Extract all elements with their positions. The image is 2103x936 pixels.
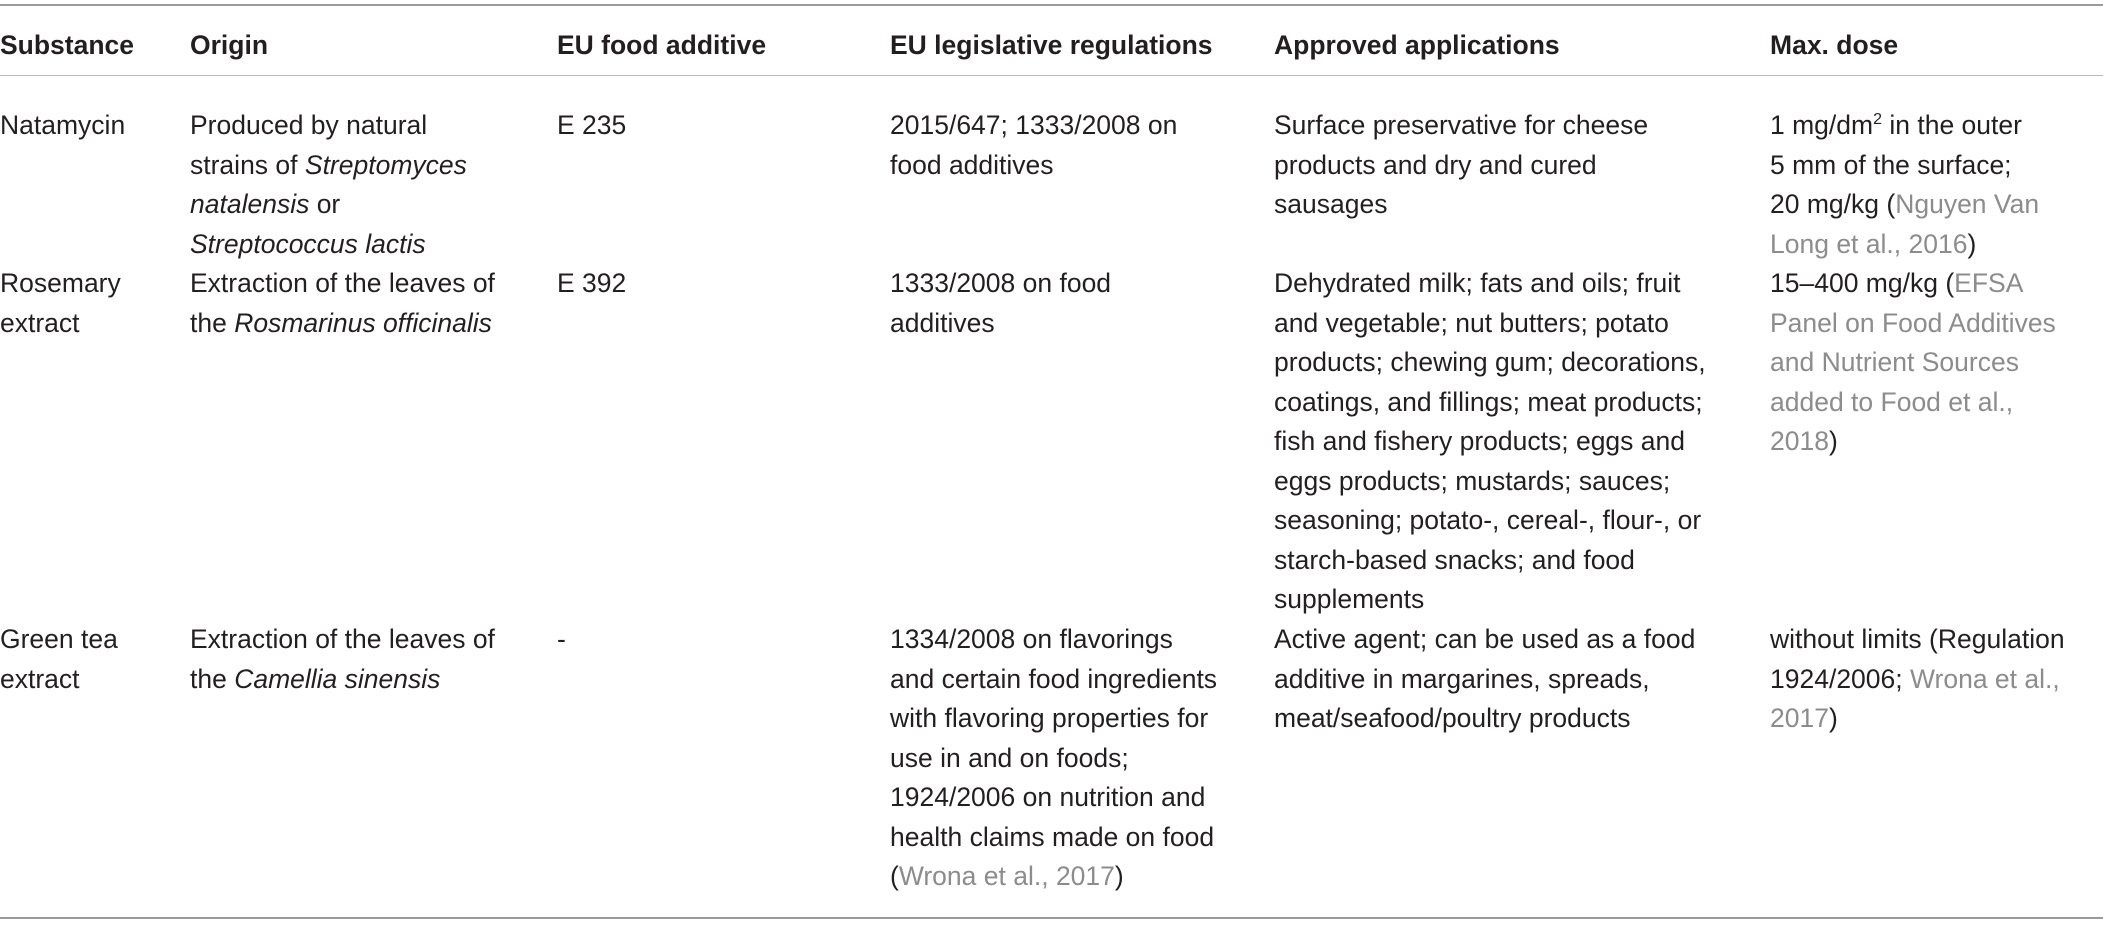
table-top-rule — [0, 4, 2103, 6]
cell-max-dose: without limits (Regulation 1924/2006; Wrona et al., 2017) — [1770, 624, 2065, 733]
header-origin: Origin — [190, 30, 269, 60]
cell-origin: Produced by natural strains of Streptomyces natalensis or Streptococcus lactis — [190, 110, 467, 259]
cell-eu-regulations: 1334/2008 on flavorings and certain food ingredients with flavoring properties for use in and on foods; 1924/2006 on nutrition and health claims made on food (Wrona et al., 2017) — [890, 624, 1218, 891]
cell-origin: Extraction of the leaves of the Rosmarinus officinalis — [190, 268, 495, 338]
citation-link[interactable]: 2017 — [1770, 703, 1829, 733]
cell-origin: Extraction of the leaves of the Camellia sinensis — [190, 624, 495, 694]
cell-substance: Rosemary extract — [0, 268, 121, 338]
citation-link[interactable]: EFSA — [1954, 268, 2024, 298]
header-substance: Substance — [0, 30, 135, 60]
header-max-dose: Max. dose — [1770, 30, 1899, 60]
cell-max-dose: 15–400 mg/kg (EFSA Panel on Food Additives and Nutrient Sources added to Food et al., 2018) — [1770, 268, 2056, 456]
cell-max-dose: 1 $mg/dm^2$ in the outer 5 mm of the surface; 20 mg/kg (Nguyen Van Long et al., 2016) — [1770, 110, 2040, 259]
citation-link[interactable]: and Nutrient Sources — [1770, 347, 2019, 377]
cell-approved-applications: Active agent; can be used as a food additive in margarines, spreads, meat/seafood/poultry products — [1274, 624, 1696, 733]
cell-substance: Green tea extract — [0, 624, 118, 694]
header-eu-legislative-regulations: EU legislative regulations — [890, 30, 1213, 60]
table-header-rule — [0, 75, 2103, 76]
cell-approved-applications: Dehydrated milk; fats and oils; fruit and vegetable; nut butters; potato products; chewing gum; decorations, coatings, and fillings; meat products; fish and fishery products; eggs and eggs products; mustards; sauces; seasoning; potato-, cereal-, flour-, or starch-based snacks; and food supplements — [1274, 268, 1706, 614]
citation-link[interactable]: added to Food et al., — [1770, 386, 2014, 417]
header-approved-applications: Approved applications — [1274, 30, 1560, 60]
citation-link[interactable]: Nguyen Van — [1895, 189, 2040, 219]
citation-link[interactable]: Wrona et al., — [1910, 663, 2060, 694]
cell-substance: Natamycin — [0, 110, 126, 140]
cell-eu-regulations: 1333/2008 on food additives — [890, 268, 1112, 338]
citation-link[interactable]: Panel on Food Additives — [1770, 307, 2056, 338]
cell-eu-food-additive: E 235 — [557, 110, 627, 140]
citation-link[interactable]: Wrona et al., 2017 — [898, 861, 1115, 891]
cell-eu-food-additive: E 392 — [557, 268, 627, 298]
citation-link[interactable]: 2018 — [1770, 426, 1829, 456]
cell-eu-food-additive: - — [557, 624, 566, 654]
cell-eu-regulations: 2015/647; 1333/2008 on food additives — [890, 110, 1178, 180]
cell-approved-applications: Surface preservative for cheese products and dry and cured sausages — [1274, 110, 1649, 219]
header-eu-food-additive: EU food additive — [557, 30, 767, 60]
citation-link[interactable]: Long et al., 2016 — [1770, 228, 1968, 259]
table-bottom-rule — [0, 917, 2103, 919]
